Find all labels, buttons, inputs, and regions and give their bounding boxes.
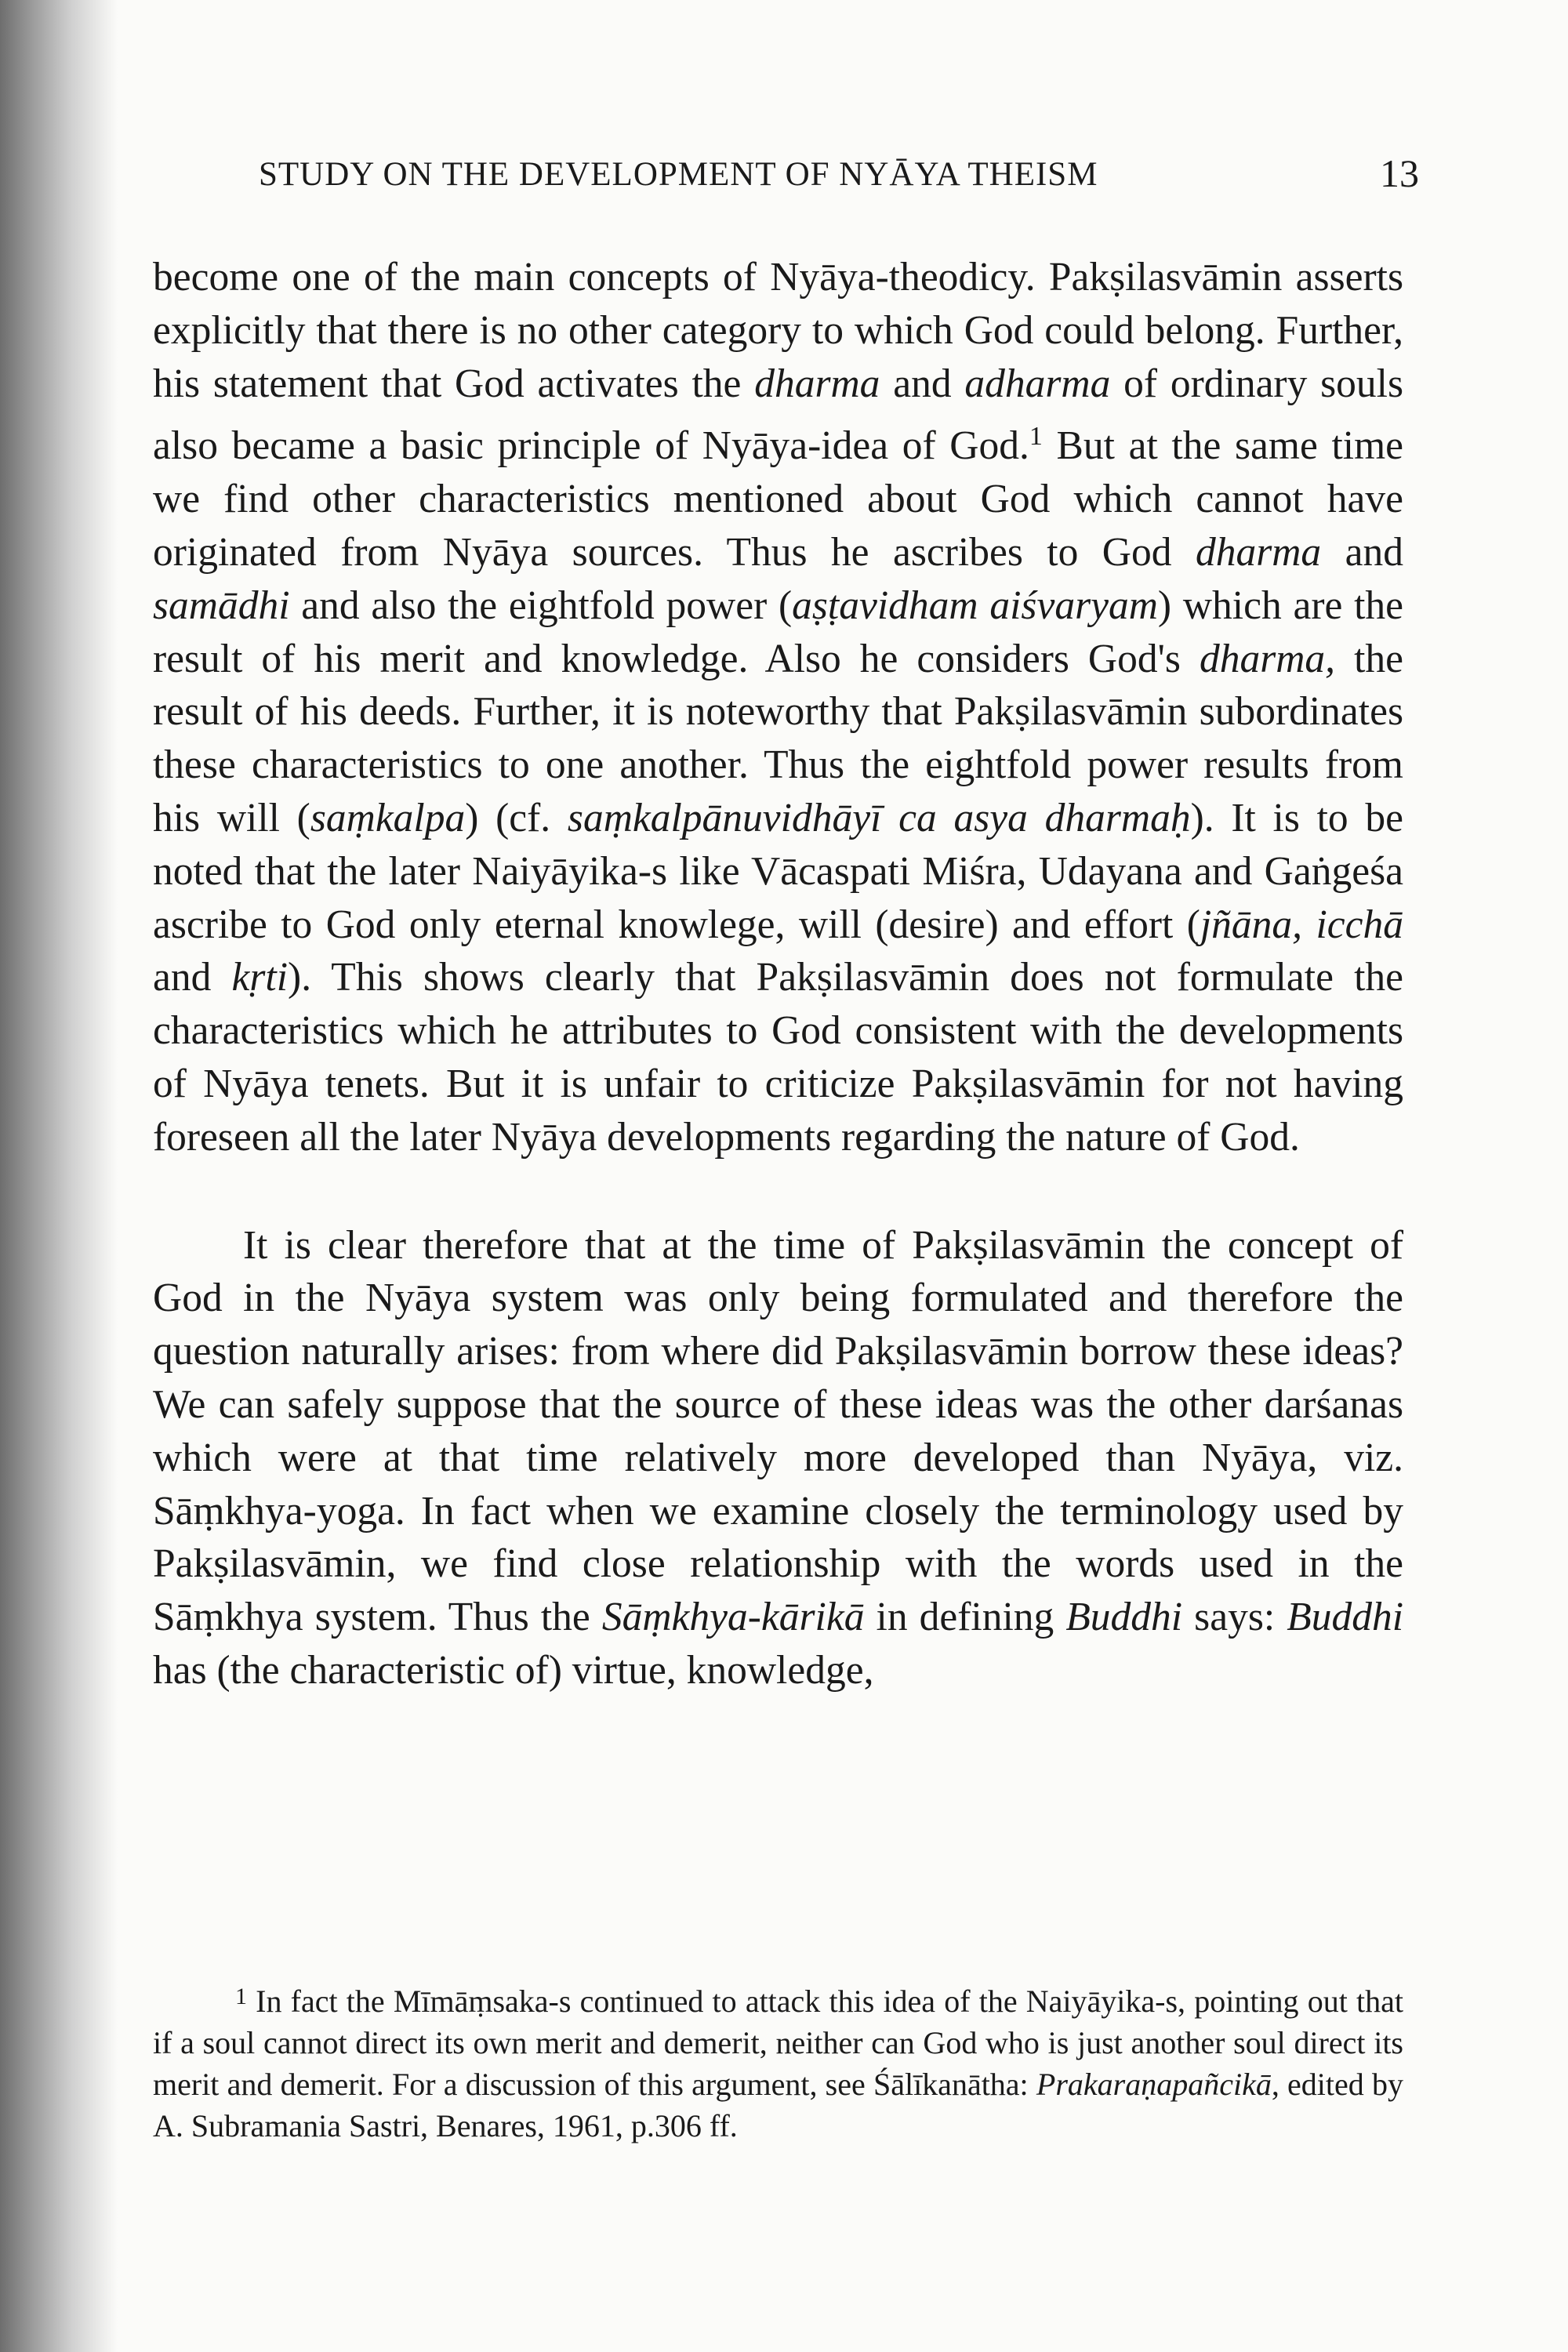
footnote-mark: 1 [235, 1984, 247, 2009]
text-run: has (the characteristic of) virtue, knowledge, [153, 1647, 874, 1693]
italic-term: saṃkalpānuvidhāyī ca asya dharmaḥ [567, 795, 1191, 840]
italic-term: saṃkalpa [310, 795, 466, 840]
italic-term: kṛti [231, 955, 289, 1000]
italic-term: jñāna, icchā [1200, 902, 1403, 947]
italic-term: dharma [754, 361, 880, 406]
footnote-text: , edited by A. Subramania Sastri, Benares, 1961, p.306 ff. [153, 2067, 1403, 2143]
footnote [153, 1976, 1403, 2147]
italic-term: Sāṃkhya-kārikā [601, 1595, 865, 1640]
text-run: ) which are the result of his merit and knowledge. Also he considers God's [153, 583, 1404, 681]
italic-term: Buddhi [1287, 1595, 1404, 1640]
text-run: and also the eightfold power ( [289, 583, 793, 628]
text-run: says: [1182, 1595, 1287, 1640]
body-text [153, 251, 1403, 1697]
paragraph-1 [153, 251, 1403, 1164]
footnote-italic-title: Prakaraṇapañcikā [1036, 2067, 1272, 2102]
italic-term: adharma [964, 361, 1111, 406]
paragraph-gap [153, 1164, 1403, 1219]
text-run: ). This shows clearly that Pakṣilasvāmin does not formulate the characteristics which he attributes to God consistent with the developments of Nyāya tenets. But it is unfair to criticize Pakṣilasvāmin for not having foreseen all the later Nyāya developments regarding the nature of God. [153, 955, 1404, 1160]
running-title: STUDY ON THE DEVELOPMENT OF NYĀYA THEISM [259, 156, 1098, 193]
footnote-text: In fact the Mīmāṃsaka-s continued to attack this idea of the Naiyāyika-s, pointing out that if a soul cannot direct its own merit and demerit, neither can God who is just another soul direct its merit and demerit. For a discussion of this argument, see Śālīkanātha: [153, 1984, 1403, 2102]
spine-shadow [0, 0, 118, 2352]
text-run: ) (cf. [465, 795, 568, 840]
text-run: and [1321, 529, 1403, 575]
italic-term: aṣṭavidham aiśvaryam [792, 583, 1158, 628]
text-run: But at the same time we find other characteristics mentioned about God which cannot have originated from Nyāya sources. Thus he ascribes to God [153, 423, 1403, 575]
text-run: It is clear therefore that at the time of Pakṣilasvāmin the concept of God in the Nyāya system was only being formulated and therefore the question naturally arises: from where did Pakṣilasvāmin borrow these ideas? We can safely suppose that the source of these ideas was the other darśanas which were at that time relatively more developed than Nyāya, viz. Sāṃkhya-yoga. In fact when we examine closely the terminology used by Pakṣilasvāmin, we find close relationship with the words used in the Sāṃkhya system. Thus the [153, 1222, 1403, 1640]
running-head [259, 151, 1419, 202]
italic-term: dharma, [1199, 636, 1336, 681]
italic-term: Buddhi [1065, 1595, 1183, 1640]
paragraph-2 [153, 1219, 1403, 1697]
text-run: and [880, 361, 965, 406]
text-run: and [153, 955, 232, 1000]
page-number: 13 [1380, 151, 1419, 195]
text-run: the result of his deeds. Further, it is noteworthy that Pakṣilasvāmin subordinates these characteristics to one another. Thus the eightfold power results from his will ( [153, 636, 1403, 840]
text-run: ). It is to be noted that the later Naiyāyika-s like Vācaspati Miśra, Udayana and Gaṅgeśa ascribe to God only eternal knowlege, will (desire) and effort ( [153, 795, 1404, 947]
italic-term: samādhi [153, 583, 290, 628]
italic-term: dharma [1195, 529, 1322, 575]
footnote-reference: 1 [1029, 422, 1043, 452]
text-run: of ordinary souls also became a basic principle of Nyāya-idea of God. [153, 361, 1404, 469]
text-run: in defining [864, 1595, 1066, 1640]
text-run: become one of the main concepts of Nyāya-theodicy. Pakṣilasvāmin asserts explicitly that there is no other category to which God could belong. Further, his statement that God activates the [153, 255, 1403, 406]
